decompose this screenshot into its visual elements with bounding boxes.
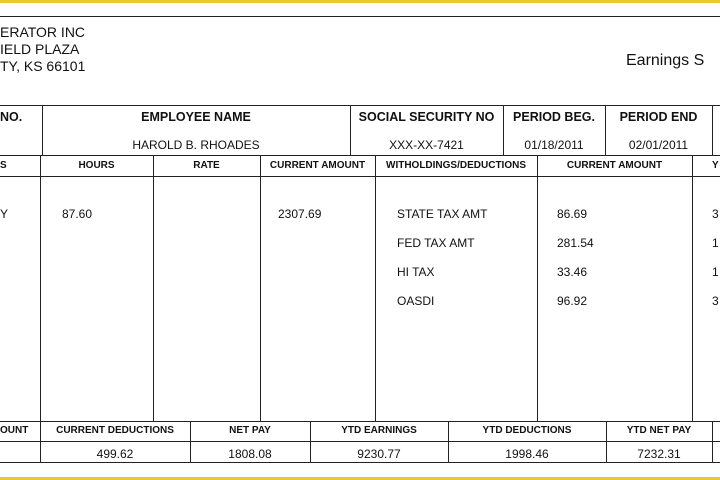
ssn-value: XXX-XX-7421 bbox=[389, 138, 464, 152]
company-address: IELD PLAZA bbox=[0, 41, 80, 57]
deduction-amount: 281.54 bbox=[557, 236, 594, 250]
deduction-name: STATE TAX AMT bbox=[397, 207, 488, 221]
deduction-amount: 33.46 bbox=[557, 265, 588, 279]
withholdings-header: WITHOLDINGS/DEDUCTIONS bbox=[386, 160, 526, 171]
current-amount-header: CURRENT AMOUNT bbox=[269, 160, 366, 171]
deduction-name: FED TAX AMT bbox=[397, 236, 475, 250]
hours-header: HOURS bbox=[78, 160, 115, 171]
deduction-ytd: 1 bbox=[712, 236, 719, 250]
employee-no-label: NO. bbox=[0, 110, 23, 124]
earning-hours: 87.60 bbox=[62, 207, 93, 221]
net-pay-value: 1808.08 bbox=[228, 447, 272, 461]
deduction-name: HI TAX bbox=[397, 265, 435, 279]
employee-name-value: HAROLD B. RHOADES bbox=[132, 138, 260, 152]
grid-line bbox=[153, 155, 154, 421]
ytd-net-pay-value: 7232.31 bbox=[637, 447, 681, 461]
ytd-deductions-header: YTD DEDUCTIONS bbox=[482, 425, 572, 436]
earnings-type-header: S bbox=[0, 160, 7, 171]
grid-line bbox=[0, 176, 720, 177]
grid-line bbox=[0, 16, 720, 17]
earning-current-amount: 2307.69 bbox=[278, 207, 322, 221]
ssn-label: SOCIAL SECURITY NO bbox=[358, 110, 495, 124]
deduction-amount-header: CURRENT AMOUNT bbox=[566, 160, 663, 171]
grid-line bbox=[712, 421, 713, 462]
ytd-earnings-value: 9230.77 bbox=[357, 447, 401, 461]
net-pay-header: NET PAY bbox=[229, 425, 271, 436]
company-city-state-zip: TY, KS 66101 bbox=[0, 58, 86, 74]
grid-line bbox=[0, 462, 720, 463]
current-deductions-value: 499.62 bbox=[96, 447, 134, 461]
deduction-ytd: 3 bbox=[712, 294, 719, 308]
ytd-net-pay-header: YTD NET PAY bbox=[626, 425, 692, 436]
deduction-name: OASDI bbox=[397, 294, 435, 308]
deduction-amount: 86.69 bbox=[557, 207, 588, 221]
ytd-deductions-value: 1998.46 bbox=[505, 447, 549, 461]
grid-line bbox=[0, 105, 720, 106]
grid-line bbox=[260, 155, 261, 421]
grid-line bbox=[40, 155, 41, 421]
period-beg-value: 01/18/2011 bbox=[524, 138, 584, 152]
grid-line bbox=[0, 421, 720, 422]
ytd-header: Y bbox=[712, 160, 719, 171]
period-end-value: 02/01/2011 bbox=[628, 138, 689, 152]
grid-line bbox=[0, 155, 720, 156]
period-beg-label: PERIOD BEG. bbox=[513, 110, 595, 124]
deduction-ytd: 3 bbox=[712, 207, 719, 221]
ytd-earnings-header: YTD EARNINGS bbox=[341, 425, 417, 436]
grid-line bbox=[375, 155, 376, 421]
grid-line bbox=[537, 155, 538, 421]
company-name: ERATOR INC bbox=[0, 24, 86, 40]
top-border bbox=[0, 0, 720, 3]
gross-amount-header: OUNT bbox=[0, 425, 29, 436]
period-end-label: PERIOD END bbox=[619, 110, 698, 124]
current-deductions-header: CURRENT DEDUCTIONS bbox=[56, 425, 174, 436]
earning-type: Y bbox=[0, 207, 9, 221]
deduction-amount: 96.92 bbox=[557, 294, 588, 308]
deduction-ytd: 1 bbox=[712, 265, 719, 279]
document-title: Earnings S bbox=[626, 52, 705, 69]
grid-line bbox=[692, 155, 693, 421]
grid-line bbox=[712, 105, 713, 155]
rate-header: RATE bbox=[193, 160, 220, 171]
grid-line bbox=[0, 441, 720, 442]
employee-name-label: EMPLOYEE NAME bbox=[141, 110, 251, 124]
